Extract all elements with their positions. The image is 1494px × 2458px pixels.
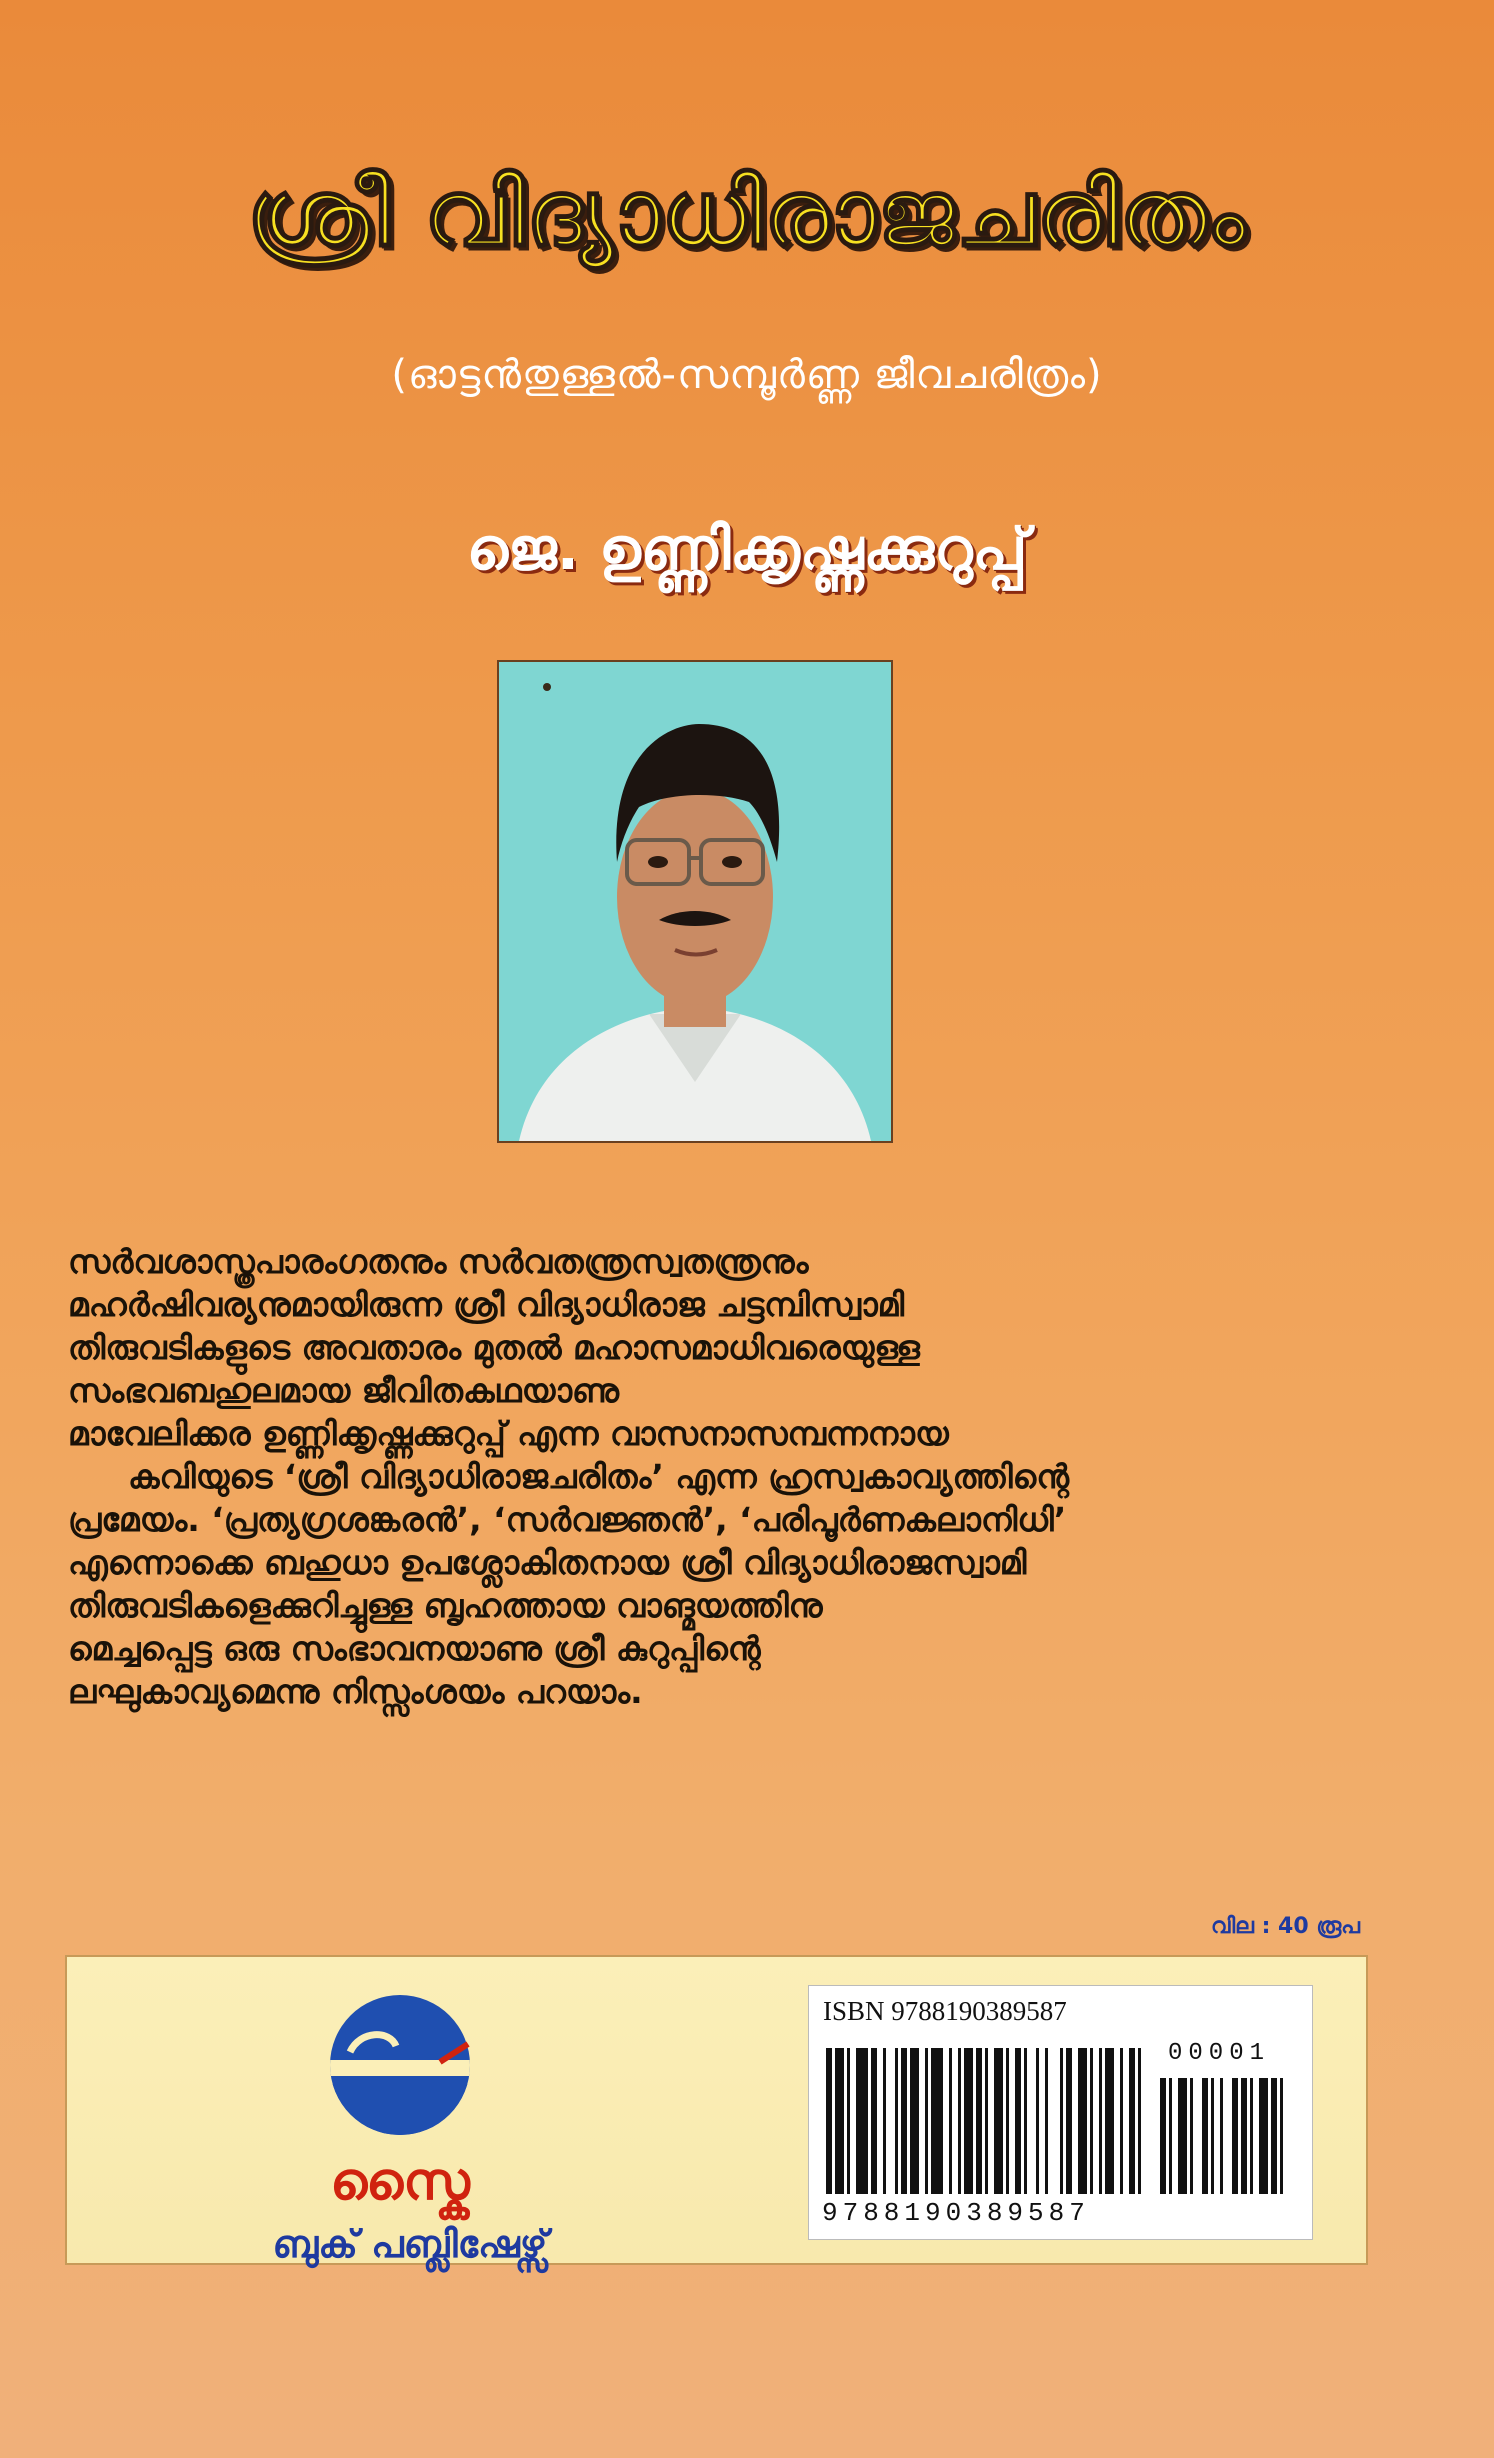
blurb-line: തിരുവടികളെക്കുറിച്ചുള്ള ബൃഹത്തായ വാങ്മയത്തിനു [68,1586,823,1625]
barcode-digits: 9788190389587 [822,2198,1090,2228]
author-photo [497,660,893,1143]
blurb-text [68,1240,1408,1713]
blurb-line: പ്രമേയം. ‘പ്രത്യഗ്രശങ്കരൻ’, ‘സർവജ്ഞൻ’, ‘പരിപൂർണകലാനിധി’ [68,1500,1067,1539]
isbn-label: ISBN 9788190389587 [823,1996,1067,2026]
blurb-line: എന്നൊക്കെ ബഹുധാ ഉപശ്ലോകിതനായ ശ്രീ വിദ്യാധിരാജസ്വാമി [68,1543,1027,1582]
book-title: ശ്രീ വിദ്യാധിരാജചരിതം [247,160,1247,267]
book-subtitle: (ഓട്ടൻതുള്ളൽ-സമ്പൂർണ്ണ ജീവചരിത്രം) [391,352,1103,398]
blurb-line: സർവശാസ്ത്രപാരംഗതനും സർവതന്ത്രസ്വതന്ത്രനും [68,1242,809,1281]
author-name: ജെ. ഉണ്ണിക്കൃഷ്ണക്കുറുപ്പ് [466,515,1028,583]
blurb-line: സംഭവബഹുലമായ ജീവിതകഥയാണു [68,1371,620,1410]
isbn-addon-number: 00001 [1168,2040,1271,2067]
publisher-logo-icon [290,1990,510,2140]
blurb-line: മെച്ചപ്പെട്ട ഒരു സംഭാവനയാണു ശ്രീ കുറുപ്പിന്റെ [68,1629,761,1668]
blurb-line: ലഘുകാവ്യമെന്നു നിസ്സംശയം പറയാം. [68,1672,643,1711]
publisher-subname: ബുക് പബ്ലിഷേഴ്സ് [272,2222,548,2266]
blurb-line: മഹർഷിവര്യനുമായിരുന്ന ശ്രീ വിദ്യാധിരാജ ചട്ടമ്പിസ്വാമി [68,1285,905,1324]
publisher-name: സ്കൈ [330,2152,470,2212]
blurb-line: കവിയുടെ ‘ശ്രീ വിദ്യാധിരാജചരിതം’ എന്ന ഹ്രസ്വകാവ്യത്തിന്റെ [128,1457,1070,1496]
barcode-icon [820,2042,1310,2200]
blurb-line: തിരുവടികളുടെ അവതാരം മുതൽ മഹാസമാധിവരെയുള്ള [68,1328,920,1367]
price-label: വില : 40 രൂപ [1211,1914,1360,1939]
blurb-line: മാവേലിക്കര ഉണ്ണിക്കൃഷ്ണക്കുറുപ്പ് എന്ന വാസനാസമ്പന്നനായ [68,1414,949,1453]
